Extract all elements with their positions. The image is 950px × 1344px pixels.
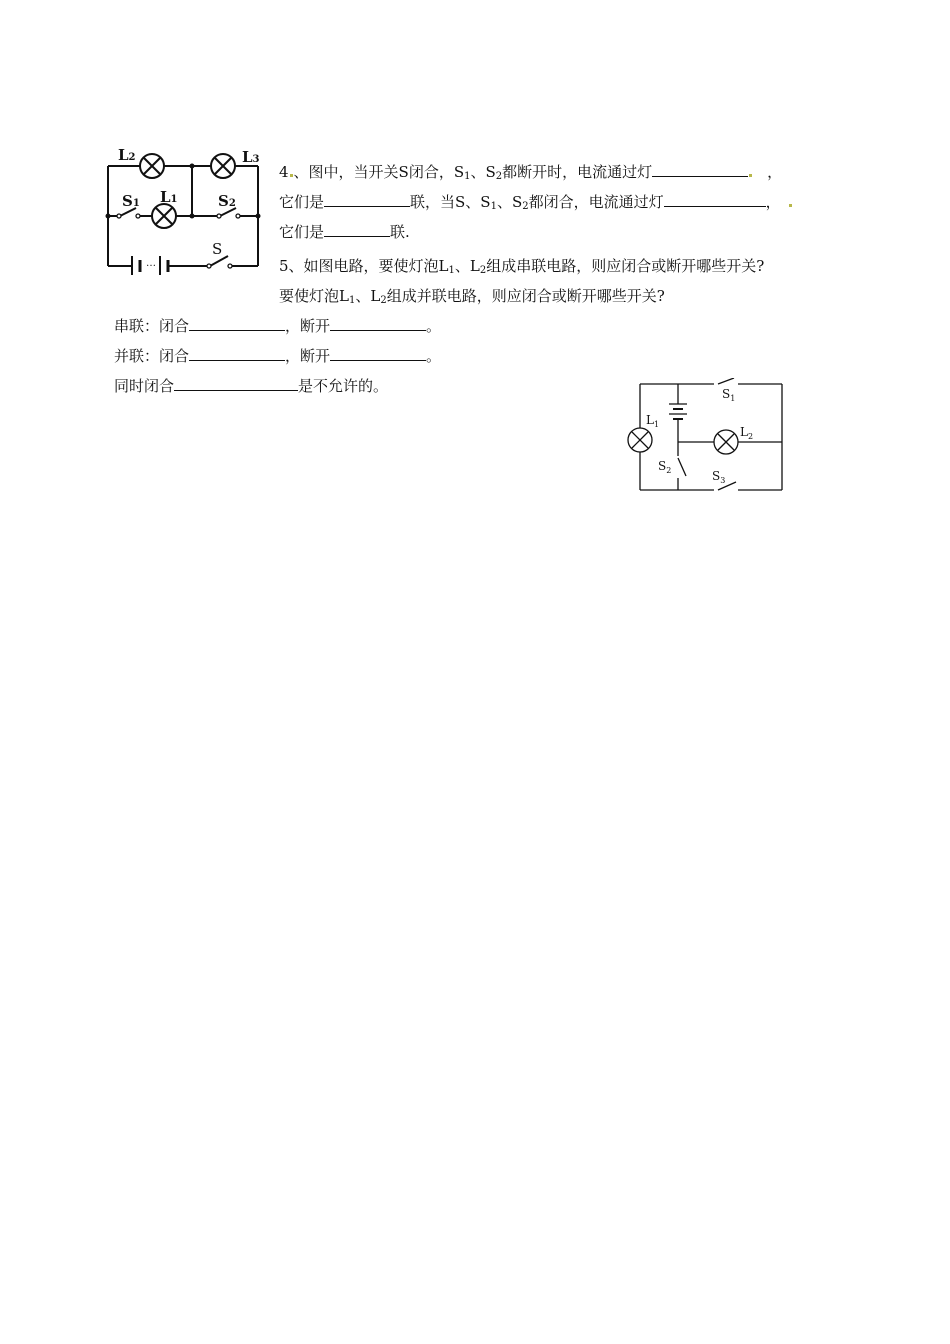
fig1-label-S: S — [212, 240, 223, 258]
fig1-label-L1: L — [160, 188, 171, 206]
q5-text-1: 5、如图电路，要使灯泡L — [279, 257, 449, 275]
svg-text:L1 — [646, 413, 659, 429]
q4-text-7: 它们是 — [279, 223, 325, 241]
q4-line-2 — [279, 192, 793, 217]
both-closed-end: 是不允许的。 — [298, 377, 389, 395]
q4-text-1: 、图中，当开关S闭合， — [293, 163, 454, 181]
fig1-label-L3: L — [242, 148, 253, 166]
q4-sub: 2 — [522, 201, 529, 212]
q5-text-4: 要使灯泡L — [279, 287, 349, 305]
answer-blank-connection-2[interactable] — [324, 222, 390, 237]
q5-text-3: 组成串联电路，则应闭合或断开哪些开关? — [486, 257, 765, 275]
answer-blank-lamps-2[interactable] — [664, 192, 766, 207]
parallel-label: 并联：闭合 — [114, 347, 190, 365]
q5-line-2 — [279, 286, 665, 311]
mark-dot — [290, 174, 293, 177]
q5-sub: 2 — [479, 265, 487, 276]
q4-number: 4 — [279, 163, 289, 181]
fig2-label-S2: S — [658, 459, 667, 473]
q4-sub: 1 — [490, 201, 497, 212]
fig1-label-L2-sub: 2 — [128, 152, 136, 163]
q4-line-3 — [279, 222, 410, 242]
svg-text:S1 — [122, 192, 140, 210]
fig2-label-L2: L — [740, 425, 748, 439]
svg-text:S3 — [712, 469, 725, 485]
q5-sub: 2 — [380, 295, 387, 306]
svg-text:…: … — [146, 258, 156, 269]
parallel-close-blank[interactable] — [189, 346, 285, 361]
q5-line-1 — [279, 256, 764, 281]
mark-dot — [749, 174, 752, 177]
q4-s2-sub: 2 — [495, 171, 503, 182]
q4-text-2: 都断开时，电流通过灯 — [502, 163, 653, 181]
fig2-label-S2-sub: 2 — [666, 466, 672, 475]
fig1-label-L1-sub: 1 — [170, 194, 178, 205]
both-closed-blank[interactable] — [174, 376, 298, 391]
q4-comma: ， — [765, 193, 781, 211]
series-close-blank[interactable] — [189, 316, 285, 331]
answer-blank-connection-1[interactable] — [324, 192, 410, 207]
fig1-label-S2-sub: 2 — [228, 198, 236, 209]
q5-sub: 1 — [448, 265, 455, 276]
series-end: 。 — [426, 317, 442, 335]
q4-s1-sub: 1 — [464, 171, 471, 182]
series-label: 串联：闭合 — [114, 317, 190, 335]
svg-text:L3 — [242, 148, 260, 166]
series-answer-line — [114, 316, 441, 336]
q4-sep: 、 — [470, 163, 486, 181]
both-closed-line — [114, 376, 388, 396]
svg-text:S1 — [722, 387, 735, 403]
q5-text-5: 、L — [355, 287, 381, 305]
fig1-label-S1-sub: 1 — [132, 198, 140, 209]
fig2-label-L1: L — [646, 413, 654, 427]
parallel-end: 。 — [426, 347, 442, 365]
circuit-diagram-q4 — [100, 140, 265, 275]
q4-text-6: 都闭合，电流通过灯 — [528, 193, 664, 211]
fig2-label-S3: S — [712, 469, 721, 483]
fig1-label-L3-sub: 3 — [252, 154, 260, 165]
q4-text-3: 它们是 — [279, 193, 325, 211]
circuit-diagram-q5 — [622, 378, 792, 498]
svg-text:S2 — [658, 459, 671, 475]
parallel-answer-line — [114, 346, 441, 366]
fig1-label-S1: S — [122, 192, 133, 210]
q5-text-2: 、L — [454, 257, 480, 275]
q4-comma: ， — [767, 163, 783, 181]
parallel-open-blank[interactable] — [330, 346, 426, 361]
fig2-label-S3-sub: 3 — [720, 476, 726, 485]
series-open-blank[interactable] — [330, 316, 426, 331]
fig1-label-L2: L — [118, 146, 129, 164]
series-open-label: ，断开 — [285, 317, 331, 335]
fig2-label-S1-sub: 1 — [730, 394, 736, 403]
mark-dot — [789, 204, 792, 207]
q4-line-1 — [279, 162, 782, 187]
q5-sub: 1 — [348, 295, 356, 306]
svg-text:L2 — [740, 425, 753, 441]
q4-text-5: 、S — [496, 193, 523, 211]
fig2-label-L1-sub: 1 — [653, 420, 660, 429]
q5-text-6: 组成并联电路，则应闭合或断开哪些开关? — [386, 287, 665, 305]
q4-s1: S — [453, 163, 465, 181]
svg-text:S2 — [218, 192, 236, 210]
fig1-label-S2: S — [218, 192, 229, 210]
svg-text:L2 — [118, 146, 136, 164]
q4-text-8: 联. — [390, 223, 410, 241]
parallel-open-label: ，断开 — [285, 347, 331, 365]
svg-text:L1 — [160, 188, 178, 206]
q4-s2: S — [485, 163, 496, 181]
answer-blank-lamps-1[interactable] — [652, 162, 748, 177]
fig2-label-L2-sub: 2 — [747, 432, 754, 441]
both-closed-label: 同时闭合 — [114, 377, 175, 395]
fig2-label-S1: S — [722, 387, 731, 401]
q4-text-4: 联，当S、S — [410, 193, 491, 211]
